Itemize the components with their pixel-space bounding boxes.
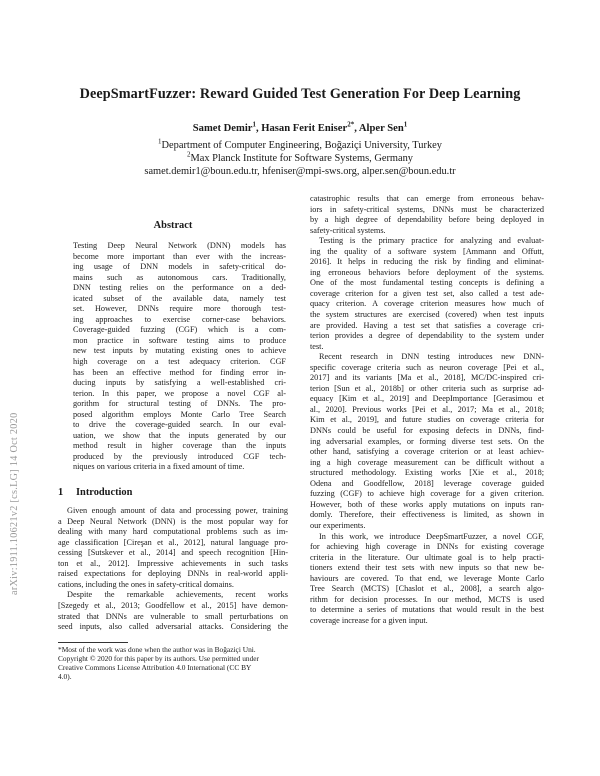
text-line: age classification [Cireşan et al., 2012], natural language pro- (58, 537, 288, 547)
text-line: However, both of these works apply mutations on inputs ran- (310, 499, 544, 509)
text-line: raised expectations for deploying DNNs in real-world appli- (58, 569, 288, 579)
text-line: are provided. Having a test set that satisfies a coverage cri- (310, 320, 544, 330)
text-line: iors in safety-critical systems, DNNs must be characterized (310, 204, 544, 214)
text-line: has been an effective method for finding error in- (73, 367, 286, 377)
text-line: become more important than ever with the increas- (73, 251, 286, 261)
text-line: high coverage on a test adequacy criterion. CGF (73, 357, 286, 367)
text-line: mains such as autonomous cars. Traditionally, (73, 272, 286, 282)
text-line: Testing is the primary practice for analyzing and evaluat- (319, 236, 544, 246)
text-line: test. (310, 341, 324, 351)
text-line: 2017] and its variants [Ma et al., 2018], MC/DC-inspired cri- (310, 373, 544, 383)
text-line: safety-critical systems. (310, 225, 386, 235)
text-line: mon practice in software testing aims to produce (73, 335, 286, 345)
text-line: [Szegedy et al., 2013; Goodfellow et al., 2015] have demon- (58, 600, 288, 610)
affiliation-2 (0, 152, 600, 165)
text-line: ducing inputs by satisfying a well-established cri- (73, 378, 286, 388)
footnote-line: *Most of the work was done when the author was in Boğaziçi Uni. (58, 644, 256, 654)
text-line: by a high degree of dependability before being deployed in (310, 215, 544, 225)
text-line: strated that DNNs are vulnerable to small perturbations on (58, 611, 288, 621)
author-list (0, 120, 600, 134)
text-line: the system structures are exercised (covered) when test inputs (310, 310, 544, 320)
arxiv-stamp (2, 366, 26, 596)
text-line: a Deep Neural Network (DNN) is the most popular way for (58, 516, 288, 526)
text-line: Testing Deep Neural Network (DNN) models has (73, 241, 286, 250)
text-line: coverage increase for a given input. (310, 615, 428, 625)
text-line: fuzzing (CGF) to achieve high coverage for a given criterion. (310, 489, 544, 499)
text-line: ing the quality of a software system [Ammann and Offutt, (310, 246, 544, 256)
author-affiliation-mark: 2* (347, 120, 355, 129)
text-line: icated subset of the available data, namely test (73, 293, 286, 303)
text-line: terion [Sun et al., 2018b] or other criteria such as surprise ad- (310, 383, 544, 393)
text-line: Kim et al., 2019], and future studies on coverage criteria for (310, 415, 544, 425)
text-line: Recent research in DNN testing introduces new DNN- (319, 352, 544, 362)
text-line: quacy criterion. A coverage criterion measures how much of (310, 299, 544, 309)
text-line: rithm for decision processes. In our method, MCTS is used (310, 594, 544, 604)
affiliation-1-text: Department of Computer Engineering, Boğaziçi University, Turkey (161, 140, 442, 151)
text-line: cations, including the ones in safety-critical domains. (58, 579, 234, 589)
abstract-heading: Abstract (153, 220, 193, 231)
footnote (58, 645, 288, 682)
text-line: method result in higher coverage than the inputs (73, 441, 286, 451)
text-line: equacy [Kim et al., 2019] and DeepImportance [Gerasimou et (310, 394, 544, 404)
paragraph (310, 352, 544, 531)
text-line: to drive the coverage-guided search. In our eval- (73, 420, 286, 430)
text-line: Despite the remarkable achievements, recent works (67, 590, 288, 600)
text-line: One of the most fundamental testing concepts is defining a (310, 278, 544, 288)
text-line: In this work, we introduce DeepSmartFuzzer, a novel CGF, (319, 531, 544, 541)
text-line: structured methodology. Existing works [Xie et al., 2018; (310, 468, 544, 478)
text-line: ton et al., 2012]. Impressive achievements in such tasks (58, 558, 288, 568)
text-line: to determine a series of mutations that would result in the best (310, 605, 544, 615)
paragraph (58, 506, 288, 590)
text-line: Tree Search (MCTS) [Chaslot et al., 2008], a search algo- (310, 584, 544, 594)
text-line: set. However, DNNs require more thorough test- (73, 304, 286, 314)
section-title: Introduction (76, 487, 133, 499)
affiliation-2-mark: 2 (187, 150, 191, 159)
text-line: domly. Therefore, their effectiveness is limited, as shown in (310, 510, 544, 520)
paragraph (310, 532, 544, 627)
text-line: Odena and Goodfellow, 2018] leverage coverage guided (310, 478, 544, 488)
text-line: gorithm for structural testing of DNNs. The pro- (73, 399, 286, 409)
text-line: specific coverage criteria such as neuron coverage [Pei et al., (310, 362, 544, 372)
author-name: Alper Sen (358, 123, 404, 134)
paragraph (310, 194, 544, 236)
abstract-body (58, 241, 288, 473)
affiliation-1 (0, 139, 600, 152)
text-line: ing erroneous behaviors before deployment of the systems. (310, 267, 544, 277)
text-line: seed inputs, also called adversarial attacks. Considering the (58, 622, 288, 632)
section-number: 1 (58, 487, 64, 499)
text-line: ing usage of DNN models in safety-critical do- (73, 262, 286, 272)
text-line: dealing with many hard computational problems such as im- (58, 527, 288, 537)
author-separator: , (354, 123, 359, 134)
text-line: haviours are covered. To that end, we leverage Monte Carlo (310, 573, 544, 583)
text-line: niques on various criteria in a fixed amount of time. (73, 462, 245, 472)
text-line: produced by the previously introduced CGF tech- (73, 451, 286, 461)
arxiv-stamp-text: arXiv:1911.10621v2 [cs.LG] 14 Oct 2020 (9, 412, 20, 595)
author-affiliation-mark: 1 (403, 120, 408, 129)
text-line: ing adversarial examples, or forming diverse test sets. On the (310, 436, 544, 446)
paragraph (58, 590, 288, 632)
author-affiliation-mark: 1 (252, 120, 256, 129)
text-line: cessing [Sutskever et al., 2014] and speech recognition [Hin- (58, 548, 288, 558)
text-line: terion provides a degree of dependability to the system under (310, 331, 544, 341)
text-line: uation, we show that the inputs generated by our (73, 430, 286, 440)
text-line: terion. In this paper, we propose a novel CGF al- (73, 388, 286, 398)
text-line: Given enough amount of data and processing power, training (67, 506, 288, 516)
text-line: ing a high coverage measurement can be difficult without a (310, 457, 544, 467)
left-column (58, 220, 288, 682)
affiliation-2-text: Max Planck Institute for Software Systems, Germany (190, 153, 413, 164)
text-line: tioners extend their test sets with new inputs so that new be- (310, 563, 544, 573)
text-line: 2016]. It helps in reducing the risk by finding and eliminat- (310, 257, 544, 267)
footnote-line: 4.0). (58, 672, 72, 682)
text-line: criteria in the literature. Our ultimate goal is to help practi- (310, 552, 544, 562)
text-line: other hand, satisfying a coverage criterion or at least achiev- (310, 447, 544, 457)
affiliation-1-mark: 1 (158, 137, 162, 146)
author-name: Samet Demir (192, 123, 253, 134)
footnote-line: Copyright © 2020 for this paper by its authors. Use permitted under (58, 653, 260, 663)
footnote-rule (58, 642, 128, 643)
author-separator: , (255, 123, 262, 134)
text-line: new test inputs by mutating existing ones to achieve (73, 346, 286, 356)
author-name: Hasan Ferit Eniser (261, 123, 348, 134)
text-line: al., 2020]. Previous works [Pei et al., 2017; Ma et al., 2018; (310, 404, 544, 414)
author-emails: samet.demir1@boun.edu.tr, hfeniser@mpi-sws.org, alper.sen@boun.edu.tr (144, 166, 456, 177)
footnote-line: Creative Commons License Attribution 4.0 International (CC BY (58, 663, 252, 673)
paper-title: DeepSmartFuzzer: Reward Guided Test Generation For Deep Learning (79, 86, 521, 102)
text-line: coverage criterion for a given test set, also called a test ade- (310, 288, 544, 298)
text-line: for achieving high coverage in DNNs for existing coverage (310, 542, 544, 552)
introduction-body (58, 506, 288, 633)
text-line: DNN testing relies on the performance on a ded- (73, 283, 286, 293)
right-column (310, 194, 544, 626)
text-line: catastrophic results that can emerge from erroneous behav- (310, 194, 544, 203)
text-line: DNNs could be useful for exposing defects in DNNs, find- (310, 426, 544, 436)
text-line: Coverage-guided fuzzing (CGF) which is a com- (73, 325, 286, 335)
text-line: our experiments. (310, 520, 366, 530)
text-line: ing approaches to exercise corner-case behaviors. (73, 314, 286, 324)
text-line: posed algorithm employs Monte Carlo Tree Search (73, 409, 286, 419)
section-heading-introduction (58, 487, 288, 499)
paragraph (310, 236, 544, 352)
